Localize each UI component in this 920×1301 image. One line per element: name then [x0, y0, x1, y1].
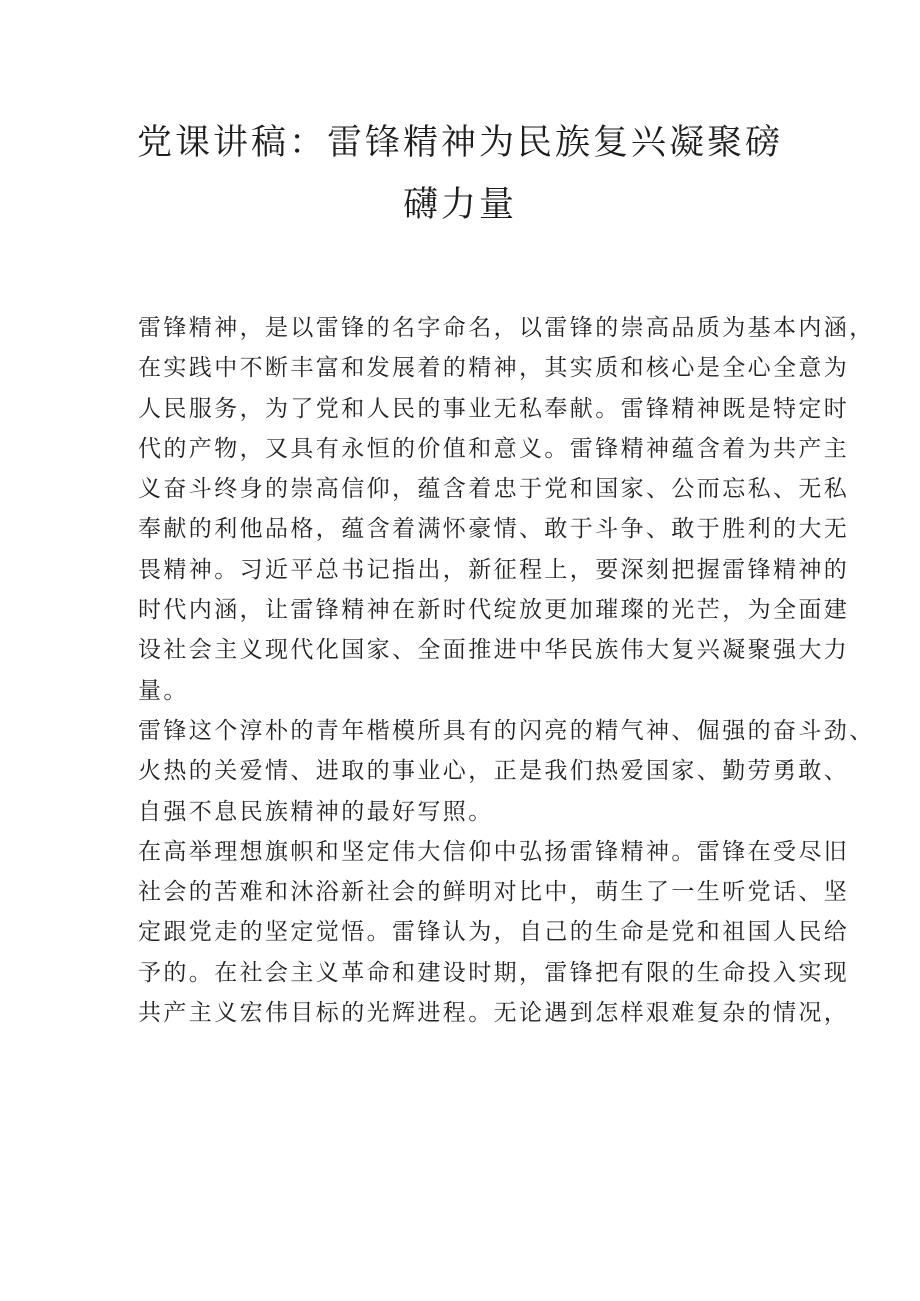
text-line: 量。 [138, 677, 189, 704]
document-title: 党课讲稿：雷锋精神为民族复兴凝聚磅礴力量 [136, 123, 783, 225]
text-line: 社会的苦难和沐浴新社会的鲜明对比中，萌生了一生听党话、坚 [138, 879, 850, 906]
text-line: 自强不息民族精神的最好写照。 [138, 798, 494, 825]
text-line: 在高举理想旗帜和坚定伟大信仰中弘扬雷锋精神。雷锋在受尽旧 [138, 838, 850, 865]
paragraph-3 [138, 832, 850, 1033]
text-line: 义奋斗终身的崇高信仰，蕴含着忠于党和国家、公而忘私、无私 [138, 476, 850, 503]
text-line: 时代内涵，让雷锋精神在新时代绽放更加璀璨的光芒，为全面建 [138, 597, 850, 624]
text-line: 在实践中不断丰富和发展着的精神，其实质和核心是全心全意为 [138, 355, 850, 382]
paragraph-2 [138, 711, 875, 832]
text-line: 雷锋精神，是以雷锋的名字命名，以雷锋的崇高品质为基本内涵， [138, 315, 875, 341]
text-line: 奉献的利他品格，蕴含着满怀豪情、敢于斗争、敢于胜利的大无 [138, 516, 850, 543]
text-line: 设社会主义现代化国家、全面推进中华民族伟大复兴凝聚强大力 [138, 637, 850, 664]
text-line: 予的。在社会主义革命和建设时期，雷锋把有限的生命投入实现 [138, 959, 850, 986]
text-line: 共产主义宏伟目标的光辉进程。无论遇到怎样艰难复杂的情况， [138, 1000, 850, 1027]
text-line: 雷锋这个淳朴的青年楷模所具有的闪亮的精气神、倔强的奋斗劲、 [138, 717, 875, 744]
text-line: 人民服务，为了党和人民的事业无私奉献。雷锋精神既是特定时 [138, 395, 850, 422]
text-line: 畏精神。习近平总书记指出，新征程上，要深刻把握雷锋精神的 [138, 556, 850, 583]
text-line: 定跟党走的坚定觉悟。雷锋认为，自己的生命是党和祖国人民给 [138, 919, 850, 946]
text-line: 代的产物，又具有永恒的价值和意义。雷锋精神蕴含着为共产主 [138, 435, 850, 462]
document-body [138, 308, 875, 1033]
paragraph-1 [138, 308, 875, 711]
text-line: 火热的关爱情、进取的事业心，正是我们热爱国家、勤劳勇敢、 [138, 758, 850, 785]
